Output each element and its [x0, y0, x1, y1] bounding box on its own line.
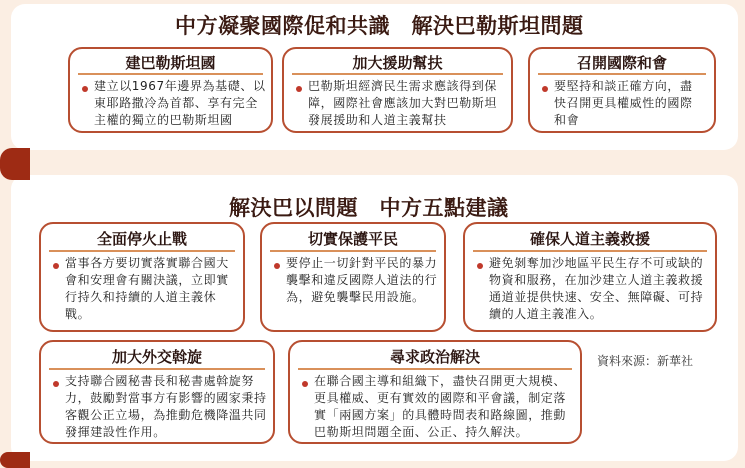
card-build-palestinian-state [68, 47, 273, 133]
card-divider [473, 250, 707, 252]
card-divider [49, 368, 265, 370]
card-divider [292, 73, 503, 75]
card-ceasefire [39, 222, 245, 332]
card-text: 當事各方要切實落實聯合國大會和安理會有關決議，立即實行持久和持續的人道主義休戰。 [65, 256, 229, 321]
card-text: 在聯合國主導和組織下，盡快召開更大規模、更具權威、更有實效的國際和平會議，制定落實「兩國方案」的具體時間表和路線圖，推動巴勒斯坦問題全面、公正、持久解決。 [314, 374, 567, 439]
bullet-icon [477, 263, 483, 269]
card-divider [49, 250, 235, 252]
card-divider [270, 250, 436, 252]
bullet-icon [82, 86, 88, 92]
card-political-solution [288, 340, 582, 444]
card-peace-conference [528, 47, 716, 133]
card-divider [298, 368, 572, 370]
card-title: 召開國際和會 [576, 54, 667, 72]
bottom-heading: 解決巴以問題 中方五點建議 [229, 196, 509, 220]
bullet-icon [296, 86, 302, 92]
card-text: 要停止一切針對平民的暴力襲擊和違反國際人道法的行為，避免襲擊民用設施。 [286, 256, 438, 304]
bullet-icon [302, 381, 308, 387]
card-text: 建立以1967年邊界為基礎、以東耶路撒冷為首都、享有完全主權的獨立的巴勒斯坦國 [94, 79, 266, 127]
card-title: 加大援助幫扶 [352, 54, 443, 72]
card-text: 要堅持和談正確方向，盡快召開更具權威性的國際和會 [554, 79, 693, 127]
card-increase-aid [282, 47, 513, 133]
decorative-tab [0, 148, 30, 180]
source-note: 資料來源：新華社 [597, 354, 694, 368]
card-title: 確保人道主義救援 [529, 230, 650, 248]
card-text: 巴勒斯坦經濟民生需求應該得到保障，國際社會應該加大對巴勒斯坦發展援助和人道主義幫扶 [308, 79, 498, 127]
card-title: 尋求政治解決 [389, 348, 480, 366]
bullet-icon [53, 381, 59, 387]
card-diplomatic-mediation [39, 340, 275, 444]
decorative-tab [0, 452, 30, 468]
bullet-icon [542, 86, 548, 92]
bullet-icon [274, 263, 280, 269]
card-text: 避免剝奪加沙地區平民生存不可或缺的物資和服務，在加沙建立人道主義救援通道並提供快速、安全、無障礙、可持續的人道主義准入。 [489, 256, 704, 321]
bullet-icon [53, 263, 59, 269]
card-divider [538, 73, 706, 75]
card-protect-civilians [260, 222, 446, 332]
card-title: 加大外交斡旋 [111, 348, 202, 366]
card-humanitarian-relief [463, 222, 717, 332]
card-title: 切實保護平民 [307, 230, 398, 248]
card-title: 建巴勒斯坦國 [125, 54, 216, 72]
card-divider [78, 73, 263, 75]
card-title: 全面停火止戰 [96, 230, 187, 248]
top-heading: 中方凝聚國際促和共識 解決巴勒斯坦問題 [175, 14, 584, 38]
card-text: 支持聯合國秘書長和秘書處斡旋努力，鼓勵對當事方有影響的國家秉持客觀公正立場，為推動危機降溫共同發揮建設性作用。 [65, 374, 267, 439]
